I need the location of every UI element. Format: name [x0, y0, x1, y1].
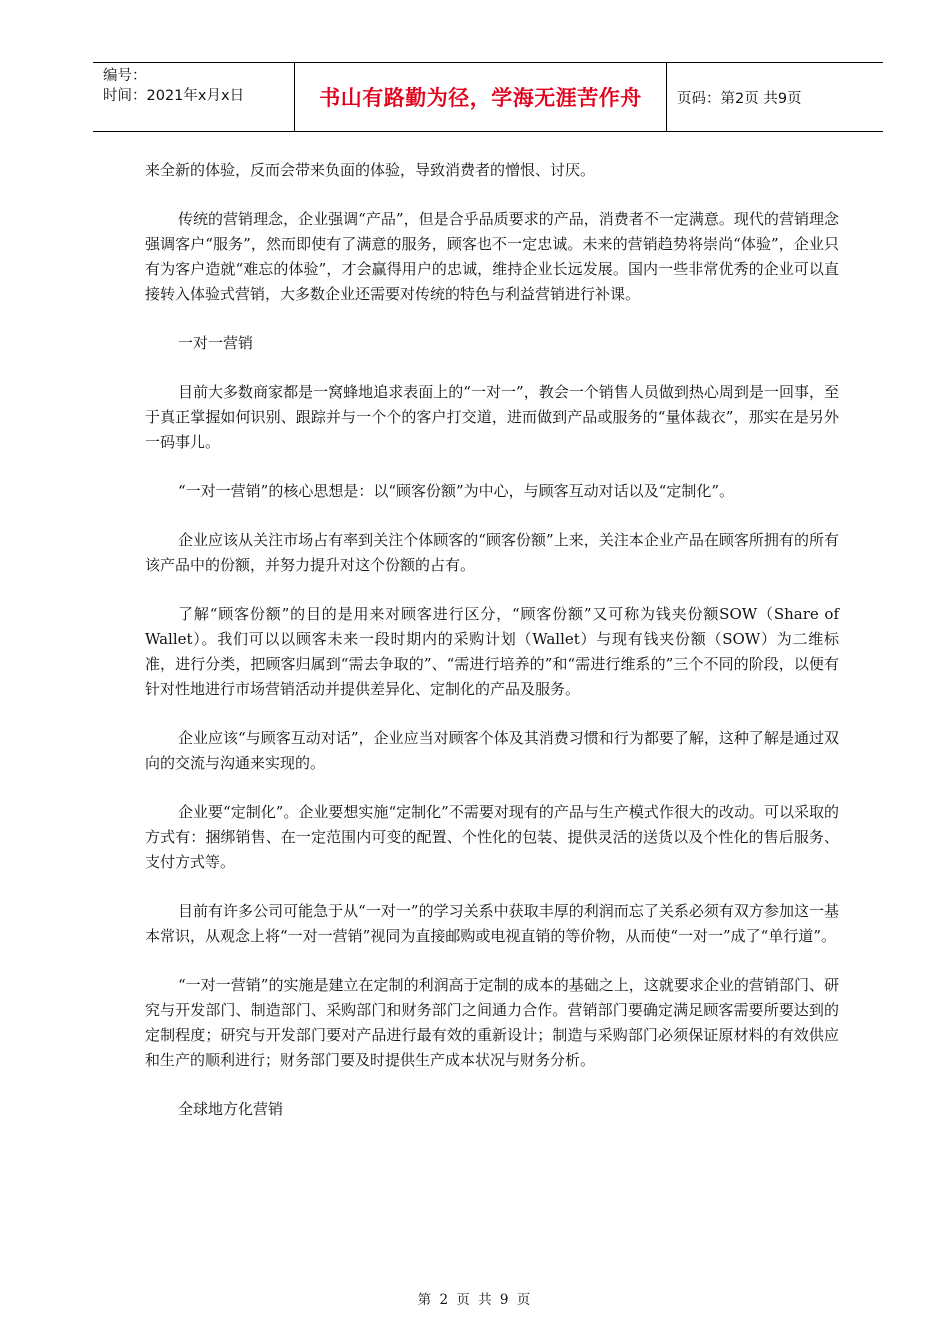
- paragraph: 了解“顾客份额”的目的是用来对顾客进行区分，“顾客份额”又可称为钱夹份额SOW（Share of Wallet）。我们可以以顾客未来一段时期内的采购计划（Wallet）与现有钱夹份额（SOW）为二维标准，进行分类，把顾客归属到“需去争取的”、“需进行培养的”和“需进行维系的”三个不同的阶段，以便有针对性地进行市场营销活动并提供差异化、定制化的产品及服务。: [145, 605, 839, 698]
- paragraph: 目前大多数商家都是一窝蜂地追求表面上的“一对一”，教会一个销售人员做到热心周到是一回事，至于真正掌握如何识别、跟踪并与一个个的客户打交道，进而做到产品或服务的“量体裁衣”，那实在是另外一码事儿。: [145, 383, 839, 451]
- paragraph: 企业应该从关注市场占有率到关注个体顾客的“顾客份额”上来，关注本企业产品在顾客所拥有的所有该产品中的份额，并努力提升对这个份额的占有。: [145, 531, 839, 574]
- header-left-cell: [93, 63, 295, 131]
- paragraph: 传统的营销理念，企业强调“产品”，但是合乎品质要求的产品，消费者不一定满意。现代的营销理念强调客户“服务”，然而即使有了满意的服务，顾客也不一定忠诚。未来的营销趋势将崇尚“体验”，企业只有为客户造就“难忘的体验”，才会赢得用户的忠诚，维持企业长远发展。国内一些非常优秀的企业可以直接转入体验式营销，大多数企业还需要对传统的特色与利益营销进行补课。: [145, 210, 839, 303]
- section-heading: 一对一营销: [178, 334, 254, 352]
- paragraph: 企业要“定制化”。企业要想实施“定制化”不需要对现有的产品与生产模式作很大的改动。可以采取的方式有：捆绑销售、在一定范围内可变的配置、个性化的包装、提供灵活的送货以及个性化的售后服务、支付方式等。: [145, 803, 839, 871]
- document-number-label: 编号：: [103, 68, 147, 84]
- document-body: [145, 158, 839, 1146]
- paragraph: “一对一营销”的核心思想是：以“顾客份额”为中心，与顾客互动对话以及“定制化”。: [178, 482, 735, 500]
- page-footer: 第 2 页 共 9 页: [417, 1292, 533, 1308]
- paragraph: “一对一营销”的实施是建立在定制的利润高于定制的成本的基础之上，这就要求企业的营销部门、研究与开发部门、制造部门、采购部门和财务部门之间通力合作。营销部门要确定满足顾客需要所要达到的定制程度；研究与开发部门要对产品进行最有效的重新设计；制造与采购部门必须保证原材料的有效供应和生产的顺利进行；财务部门要及时提供生产成本状况与财务分析。: [145, 976, 839, 1069]
- header-page-number: 页码：第2页 共9页: [677, 90, 802, 107]
- section-heading: 全球地方化营销: [178, 1100, 284, 1118]
- document-time-label: 时间：2021年x月x日: [103, 88, 245, 104]
- paragraph: 目前有许多公司可能急于从“一对一”的学习关系中获取丰厚的利润而忘了关系必须有双方参加这一基本常识，从观念上将“一对一营销”视同为直接邮购或电视直销的等价物，从而使“一对一”成了“单行道”。: [145, 902, 839, 945]
- header-motto: 书山有路勤为径，学海无涯苦作舟: [295, 63, 667, 131]
- page-header: [93, 62, 883, 132]
- paragraph: 来全新的体验，反而会带来负面的体验，导致消费者的憎恨、讨厌。: [145, 161, 596, 179]
- paragraph: 企业应该“与顾客互动对话”，企业应当对顾客个体及其消费习惯和行为都要了解，这种了解是通过双向的交流与沟通来实现的。: [145, 729, 839, 772]
